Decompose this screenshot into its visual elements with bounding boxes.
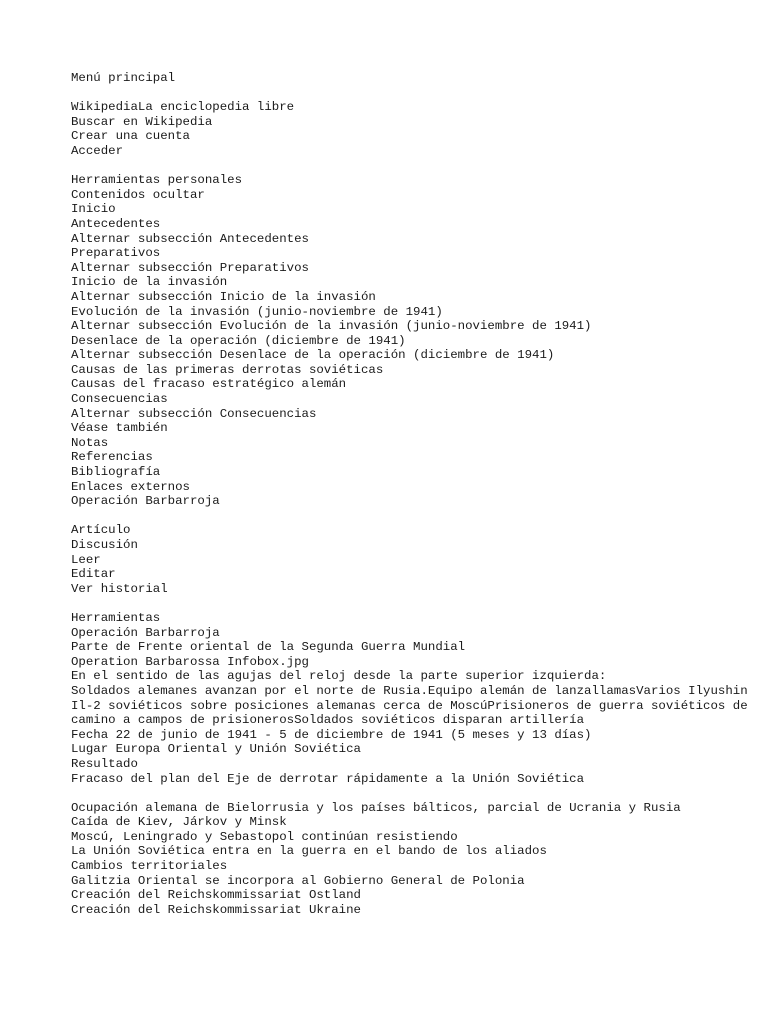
site-links [71,100,751,158]
toc-item[interactable]: Referencias [71,450,153,465]
toc-subsection-toggle[interactable]: Alternar subsección Desenlace de la operación (diciembre de 1941) [71,348,555,363]
document-page [71,71,756,932]
tab-history[interactable]: Ver historial [71,581,168,596]
infobox-caption-intro: En el sentido de las agujas del reloj desde la parte superior izquierda: [71,669,607,684]
toc-subsection-toggle[interactable]: Alternar subsección Preparativos [71,260,309,275]
toc-subsection-toggle[interactable]: Alternar subsección Evolución de la invasión (junio-noviembre de 1941) [71,319,592,334]
list-item: Creación del Reichskommissariat Ukraine [71,902,361,917]
tab-article[interactable]: Artículo [71,523,131,538]
toc-subsection-toggle[interactable]: Alternar subsección Inicio de la invasión [71,289,376,304]
infobox-caption: Soldados alemanes avanzan por el norte de Rusia.Equipo alemán de lanzallamasVarios Ilyushin Il-2 soviéticos sobre posiciones alemanas cerca de MoscúPrisioneros de guerra soviéticos de camino a campos de prisionerosSoldados soviéticos disparan artillería [71,683,756,728]
toc-item[interactable]: Antecedentes [71,216,161,231]
toc-item[interactable]: Consecuencias [71,392,168,407]
list-item: La Unión Soviética entra en la guerra en el bando de los aliados [71,844,547,859]
infobox-result-label: Resultado [71,756,138,771]
login-link[interactable]: Acceder [71,143,124,158]
tab-discussion[interactable]: Discusión [71,538,138,552]
article-title: Operación Barbarroja [71,494,220,509]
list-item: Ocupación alemana de Bielorrusia y los países bálticos, parcial de Ucrania y Rusia [71,800,681,815]
list-item: Moscú, Leningrado y Sebastopol continúan resistiendo [71,829,458,844]
list-item: Galitzia Oriental se incorpora al Gobierno General de Polonia [71,873,525,888]
infobox-part-of: Parte de Frente oriental de la Segunda Guerra Mundial [71,640,466,655]
infobox [71,610,756,786]
toc-item[interactable]: Véase también [71,421,168,436]
toc-item[interactable]: Preparativos [71,246,161,261]
toc-item[interactable]: Inicio de la invasión [71,275,228,290]
toc-item[interactable]: Desenlace de la operación (diciembre de 1941) [71,333,406,348]
list-item: Creación del Reichskommissariat Ostland [71,888,361,903]
table-of-contents [71,173,751,509]
toc-item[interactable]: Evolución de la invasión (junio-noviembre de 1941) [71,304,443,319]
search-link[interactable]: Buscar en Wikipedia [71,114,213,129]
tab-read[interactable]: Leer [71,552,101,567]
toc-item[interactable]: Bibliografía [71,465,161,480]
infobox-title: Operación Barbarroja [71,625,220,640]
toc-item[interactable]: Causas de las primeras derrotas soviéticas [71,362,384,377]
main-menu-section [71,71,751,86]
tab-edit[interactable]: Editar [71,567,116,582]
infobox-date: Fecha 22 de junio de 1941 - 5 de diciembre de 1941 (5 meses y 13 días) [71,727,592,742]
tools-menu[interactable]: Herramientas [71,610,161,625]
outcomes-list [71,801,751,918]
infobox-image-link[interactable]: Operation Barbarossa Infobox.jpg [71,654,309,669]
main-menu-toggle[interactable]: Menú principal [71,71,176,85]
create-account-link[interactable]: Crear una cuenta [71,129,190,144]
toc-hide-toggle[interactable]: Contenidos ocultar [71,187,205,202]
toc-item[interactable]: Notas [71,435,109,450]
list-item: Caída de Kiev, Járkov y Minsk [71,815,287,830]
personal-tools-link[interactable]: Herramientas personales [71,173,243,188]
page-actions [71,523,751,596]
infobox-place: Lugar Europa Oriental y Unión Soviética [71,742,361,757]
toc-subsection-toggle[interactable]: Alternar subsección Antecedentes [71,231,309,246]
toc-item[interactable]: Causas del fracaso estratégico alemán [71,377,347,392]
site-logo-link[interactable]: WikipediaLa enciclopedia libre [71,100,295,115]
toc-item[interactable]: Enlaces externos [71,479,190,494]
toc-item[interactable]: Inicio [71,202,116,217]
infobox-result-text: Fracaso del plan del Eje de derrotar rápidamente a la Unión Soviética [71,771,585,786]
territorial-changes-heading: Cambios territoriales [71,859,228,874]
toc-subsection-toggle[interactable]: Alternar subsección Consecuencias [71,406,317,421]
